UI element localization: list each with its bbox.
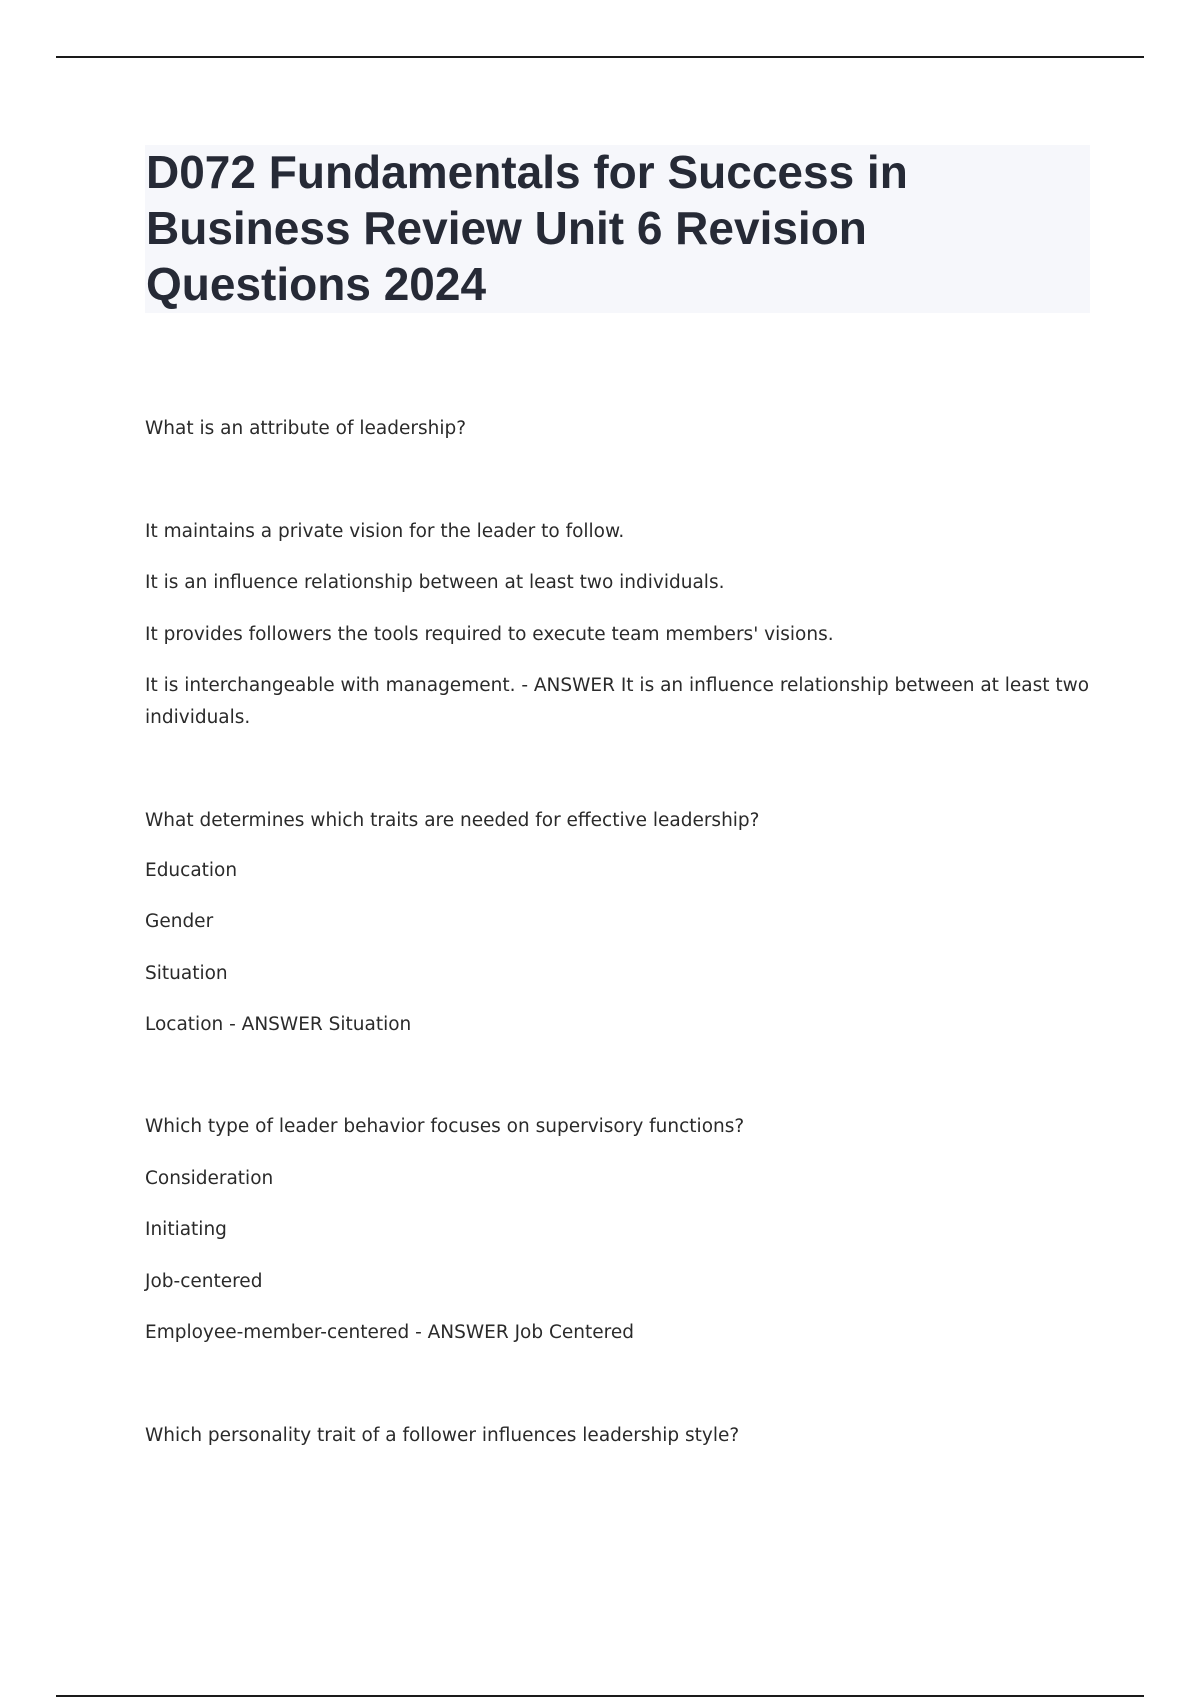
- question-3-option-2: Initiating: [145, 1219, 227, 1240]
- question-4-text: Which personality trait of a follower influences leadership style?: [145, 1425, 740, 1446]
- question-3-option-1: Consideration: [145, 1168, 274, 1189]
- question-2-option-2: Gender: [145, 911, 214, 932]
- question-1-option-1: It maintains a private vision for the leader to follow.: [145, 521, 625, 542]
- question-1-option-4-answer: It is interchangeable with management. - ANSWER It is an influence relationship between at least two individuals.: [145, 675, 1090, 728]
- question-1-option-2: It is an influence relationship between at least two individuals.: [145, 572, 725, 593]
- question-1-text: What is an attribute of leadership?: [145, 418, 467, 439]
- bottom-rule: [56, 1695, 1144, 1697]
- document-title: D072 Fundamentals for Success in Business Review Unit 6 Revision Questions 2024: [146, 146, 908, 310]
- question-2-option-3: Situation: [145, 963, 228, 984]
- question-3-text: Which type of leader behavior focuses on supervisory functions?: [145, 1116, 745, 1137]
- question-3-option-3: Job-centered: [145, 1271, 263, 1292]
- question-2-option-4-answer: Location - ANSWER Situation: [145, 1014, 412, 1035]
- question-2-option-1: Education: [145, 860, 238, 881]
- question-1-option-3: It provides followers the tools required to execute team members' visions.: [145, 624, 834, 645]
- question-2-text: What determines which traits are needed for effective leadership?: [145, 810, 760, 831]
- top-rule: [56, 56, 1144, 58]
- question-3-option-4-answer: Employee-member-centered - ANSWER Job Centered: [145, 1322, 634, 1343]
